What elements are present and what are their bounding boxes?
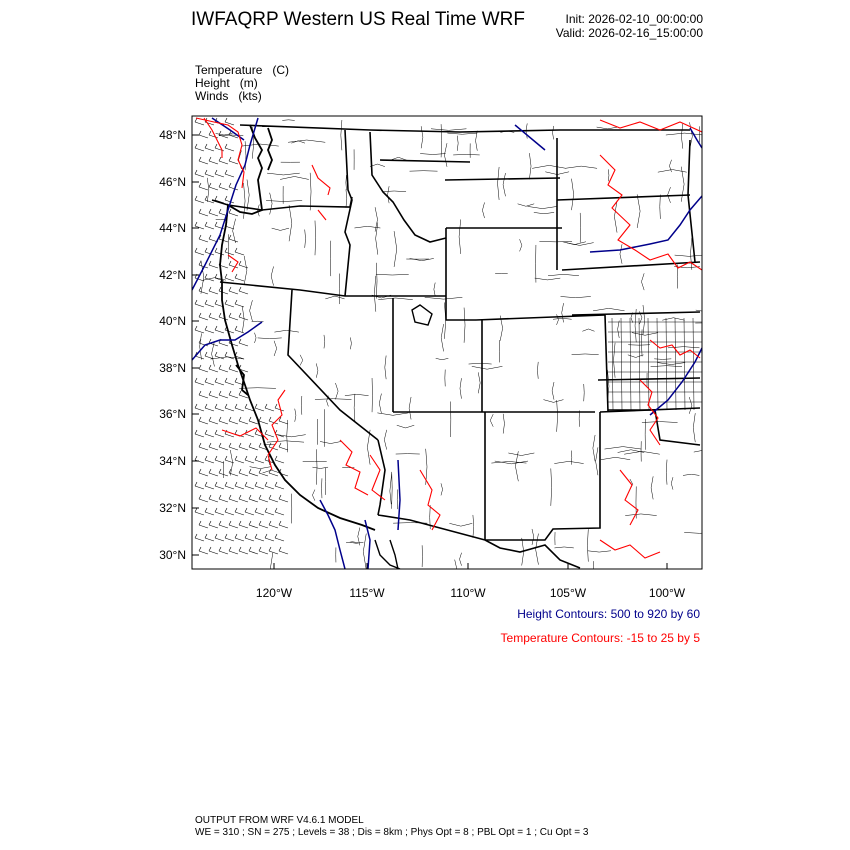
lat-tick-label: 44°N [159,221,186,235]
field-winds: Winds (kts) [195,89,262,103]
temperature-contour-label: Temperature Contours: -15 to 25 by 5 [500,631,700,645]
footer-model: OUTPUT FROM WRF V4.6.1 MODEL [195,815,364,826]
height-contour-label: Height Contours: 500 to 920 by 60 [517,607,700,621]
field-height: Height (m) [195,76,258,90]
lat-tick-label: 42°N [159,268,186,282]
init-time: Init: 2026-02-10_00:00:00 [565,12,703,26]
lat-tick-label: 46°N [159,175,186,189]
map-title: IWFAQRP Western US Real Time WRF [191,9,525,30]
lon-tick-label: 110°W [450,586,486,600]
lon-tick-label: 120°W [255,586,293,600]
lat-tick-label: 30°N [159,548,186,562]
field-temperature: Temperature (C) [195,63,290,77]
lat-tick-label: 34°N [159,454,186,468]
lon-tick-label: 105°W [549,586,587,600]
lat-tick-label: 36°N [159,407,186,421]
lon-tick-label: 100°W [648,586,686,600]
lat-tick-label: 48°N [159,128,186,142]
lon-tick-label: 115°W [349,586,385,600]
lat-tick-label: 40°N [159,314,186,328]
model-footer [195,815,588,839]
lat-tick-label: 32°N [159,501,186,515]
valid-time: Valid: 2026-02-16_15:00:00 [555,26,703,40]
footer-config: WE = 310 ; SN = 275 ; Levels = 38 ; Dis = 8km ; Phys Opt = 8 ; PBL Opt = 1 ; Cu Opt = 3 [195,827,589,838]
lat-tick-label: 38°N [159,361,186,375]
